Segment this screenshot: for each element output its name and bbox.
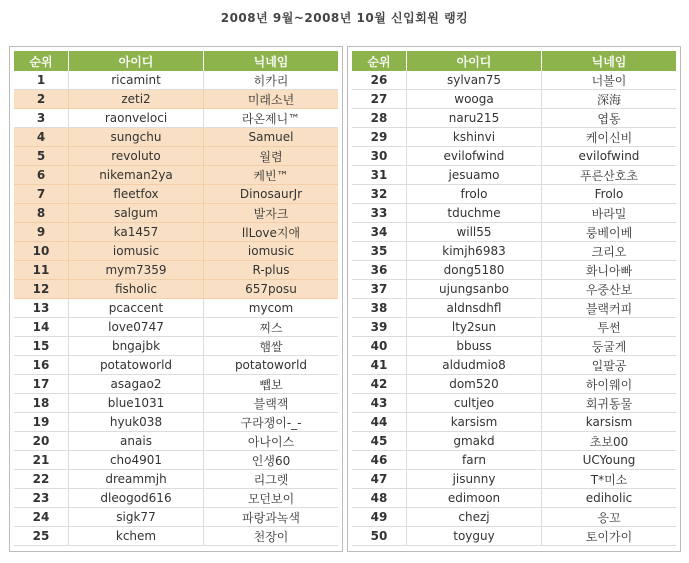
table-row xyxy=(352,261,676,280)
table-row xyxy=(14,451,338,470)
table-row xyxy=(14,394,338,413)
table-row xyxy=(352,394,676,413)
rank-cell: 45 xyxy=(352,432,407,451)
rank-cell: 2 xyxy=(14,90,69,109)
nickname-cell: 햄쌀 xyxy=(204,337,338,356)
nickname-cell: 뺍보 xyxy=(204,375,338,394)
rank-cell: 22 xyxy=(14,470,69,489)
nickname-cell: 월렴 xyxy=(204,147,338,166)
table-row xyxy=(352,242,676,261)
member-id-cell: lty2sun xyxy=(407,318,542,337)
member-id-cell: kimjh6983 xyxy=(407,242,542,261)
member-id-cell: nikeman2ya xyxy=(69,166,204,185)
nickname-cell: 둥굴게 xyxy=(542,337,676,356)
nickname-cell: 블랙잭 xyxy=(204,394,338,413)
rank-column-header: 순위 xyxy=(352,51,407,71)
table-row xyxy=(352,489,676,508)
member-id-cell: potatoworld xyxy=(69,356,204,375)
rank-cell: 5 xyxy=(14,147,69,166)
table-row xyxy=(352,451,676,470)
member-id-cell: farn xyxy=(407,451,542,470)
rank-cell: 39 xyxy=(352,318,407,337)
member-id-cell: fisholic xyxy=(69,280,204,299)
rank-cell: 49 xyxy=(352,508,407,527)
nickname-cell: 푸른산호초 xyxy=(542,166,676,185)
member-id-cell: karsism xyxy=(407,413,542,432)
member-id-cell: bbuss xyxy=(407,337,542,356)
table-row xyxy=(14,413,338,432)
table-row xyxy=(352,508,676,527)
nickname-cell: 모던보이 xyxy=(204,489,338,508)
nickname-cell: 深海 xyxy=(542,90,676,109)
member-id-cell: ricamint xyxy=(69,71,204,90)
rank-cell: 18 xyxy=(14,394,69,413)
member-id-cell: dong5180 xyxy=(407,261,542,280)
nickname-cell: 인생60 xyxy=(204,451,338,470)
nickname-cell: 토이가이 xyxy=(542,527,676,546)
table-row xyxy=(352,147,676,166)
nickname-cell: 히카리 xyxy=(204,71,338,90)
rank-column-header: 순위 xyxy=(14,51,69,71)
table-row xyxy=(14,242,338,261)
member-id-cell: naru215 xyxy=(407,109,542,128)
member-id-cell: mym7359 xyxy=(69,261,204,280)
nickname-cell: 발자크 xyxy=(204,204,338,223)
member-id-cell: aldnsdhfl xyxy=(407,299,542,318)
rank-cell: 4 xyxy=(14,128,69,147)
member-id-cell: dreammjh xyxy=(69,470,204,489)
rank-cell: 34 xyxy=(352,223,407,242)
nickname-cell: 엽동 xyxy=(542,109,676,128)
table-row xyxy=(352,185,676,204)
nickname-cell: llLove지애 xyxy=(204,223,338,242)
member-id-cell: cultjeo xyxy=(407,394,542,413)
member-id-cell: aldudmio8 xyxy=(407,356,542,375)
nickname-cell: 케이신비 xyxy=(542,128,676,147)
table-row xyxy=(14,166,338,185)
nickname-cell: 블랙커피 xyxy=(542,299,676,318)
table-row xyxy=(352,204,676,223)
ranking-rows-left xyxy=(14,71,338,546)
table-row xyxy=(14,356,338,375)
nickname-cell: 하이웨이 xyxy=(542,375,676,394)
rank-cell: 36 xyxy=(352,261,407,280)
table-row xyxy=(14,128,338,147)
nickname-cell: 룽베이베 xyxy=(542,223,676,242)
member-id-cell: wooga xyxy=(407,90,542,109)
rank-cell: 24 xyxy=(14,508,69,527)
table-row xyxy=(352,318,676,337)
member-id-cell: kshinvi xyxy=(407,128,542,147)
member-id-cell: jesuamo xyxy=(407,166,542,185)
member-id-cell: tduchme xyxy=(407,204,542,223)
rank-cell: 16 xyxy=(14,356,69,375)
rank-cell: 46 xyxy=(352,451,407,470)
table-row xyxy=(14,470,338,489)
nickname-cell: mycom xyxy=(204,299,338,318)
nickname-cell: 초보00 xyxy=(542,432,676,451)
nickname-cell: 화니아빠 xyxy=(542,261,676,280)
table-row xyxy=(352,337,676,356)
nickname-cell: 응꼬 xyxy=(542,508,676,527)
ranking-rows-right xyxy=(352,71,676,546)
nickname-cell: 미래소년 xyxy=(204,90,338,109)
nickname-column-header: 닉네임 xyxy=(542,51,676,71)
member-id-cell: sungchu xyxy=(69,128,204,147)
rank-cell: 15 xyxy=(14,337,69,356)
id-column-header: 아이디 xyxy=(69,51,204,71)
table-header-row xyxy=(352,51,676,71)
rank-cell: 47 xyxy=(352,470,407,489)
member-id-cell: hyuk038 xyxy=(69,413,204,432)
nickname-cell: 천장이 xyxy=(204,527,338,546)
rank-cell: 3 xyxy=(14,109,69,128)
member-id-cell: edimoon xyxy=(407,489,542,508)
ranking-panel-right xyxy=(347,46,681,552)
table-row xyxy=(14,508,338,527)
table-row xyxy=(352,109,676,128)
rank-cell: 38 xyxy=(352,299,407,318)
table-row xyxy=(14,261,338,280)
rank-cell: 19 xyxy=(14,413,69,432)
table-row xyxy=(352,90,676,109)
member-id-cell: sylvan75 xyxy=(407,71,542,90)
table-row xyxy=(14,204,338,223)
nickname-cell: Frolo xyxy=(542,185,676,204)
member-id-cell: cho4901 xyxy=(69,451,204,470)
nickname-cell: 찌스 xyxy=(204,318,338,337)
nickname-cell: Samuel xyxy=(204,128,338,147)
table-row xyxy=(14,299,338,318)
table-row xyxy=(14,337,338,356)
nickname-cell: 회귀동물 xyxy=(542,394,676,413)
member-id-cell: blue1031 xyxy=(69,394,204,413)
table-row xyxy=(352,166,676,185)
rank-cell: 9 xyxy=(14,223,69,242)
rank-cell: 28 xyxy=(352,109,407,128)
nickname-cell: 아나이스 xyxy=(204,432,338,451)
table-row xyxy=(352,280,676,299)
rank-cell: 35 xyxy=(352,242,407,261)
ranking-table-right xyxy=(352,51,676,546)
table-row xyxy=(14,489,338,508)
member-id-cell: salgum xyxy=(69,204,204,223)
member-id-cell: frolo xyxy=(407,185,542,204)
rank-cell: 11 xyxy=(14,261,69,280)
nickname-cell: T*미소 xyxy=(542,470,676,489)
member-id-cell: pcaccent xyxy=(69,299,204,318)
rank-cell: 48 xyxy=(352,489,407,508)
rank-cell: 43 xyxy=(352,394,407,413)
rank-cell: 7 xyxy=(14,185,69,204)
rank-cell: 8 xyxy=(14,204,69,223)
ranking-panel-left xyxy=(9,46,343,552)
rank-cell: 14 xyxy=(14,318,69,337)
member-id-cell: revoluto xyxy=(69,147,204,166)
table-row xyxy=(352,432,676,451)
nickname-cell: 우중산보 xyxy=(542,280,676,299)
rank-cell: 32 xyxy=(352,185,407,204)
table-row xyxy=(14,375,338,394)
nickname-cell: DinosaurJr xyxy=(204,185,338,204)
table-row xyxy=(352,71,676,90)
table-row xyxy=(14,90,338,109)
nickname-cell: 657posu xyxy=(204,280,338,299)
nickname-cell: 케빈™ xyxy=(204,166,338,185)
member-id-cell: sigk77 xyxy=(69,508,204,527)
table-row xyxy=(14,185,338,204)
rank-cell: 44 xyxy=(352,413,407,432)
rank-cell: 26 xyxy=(352,71,407,90)
rank-cell: 1 xyxy=(14,71,69,90)
table-row xyxy=(352,527,676,546)
rank-cell: 21 xyxy=(14,451,69,470)
nickname-cell: R-plus xyxy=(204,261,338,280)
rank-cell: 10 xyxy=(14,242,69,261)
nickname-cell: ediholic xyxy=(542,489,676,508)
rank-cell: 13 xyxy=(14,299,69,318)
member-id-cell: chezj xyxy=(407,508,542,527)
id-column-header: 아이디 xyxy=(407,51,542,71)
rank-cell: 25 xyxy=(14,527,69,546)
rank-cell: 6 xyxy=(14,166,69,185)
nickname-cell: 투썬 xyxy=(542,318,676,337)
member-id-cell: gmakd xyxy=(407,432,542,451)
member-id-cell: toyguy xyxy=(407,527,542,546)
rank-cell: 17 xyxy=(14,375,69,394)
table-row xyxy=(14,109,338,128)
member-id-cell: will55 xyxy=(407,223,542,242)
rank-cell: 29 xyxy=(352,128,407,147)
page-title: 2008년 9월~2008년 10월 신입회원 랭킹 xyxy=(220,11,469,25)
member-id-cell: zeti2 xyxy=(69,90,204,109)
ranking-table-left xyxy=(14,51,338,546)
member-id-cell: asagao2 xyxy=(69,375,204,394)
member-id-cell: iomusic xyxy=(69,242,204,261)
table-row xyxy=(14,147,338,166)
table-row xyxy=(352,413,676,432)
table-row xyxy=(352,299,676,318)
rank-cell: 41 xyxy=(352,356,407,375)
nickname-cell: 라온제니™ xyxy=(204,109,338,128)
nickname-cell: 파랑과녹색 xyxy=(204,508,338,527)
nickname-cell: 구라쟁이-_- xyxy=(204,413,338,432)
table-row xyxy=(14,71,338,90)
member-id-cell: dleogod616 xyxy=(69,489,204,508)
member-id-cell: ujungsanbo xyxy=(407,280,542,299)
nickname-cell: 일팔공 xyxy=(542,356,676,375)
member-id-cell: raonveloci xyxy=(69,109,204,128)
table-row xyxy=(352,375,676,394)
table-row xyxy=(14,527,338,546)
member-id-cell: bngajbk xyxy=(69,337,204,356)
rank-cell: 50 xyxy=(352,527,407,546)
member-id-cell: love0747 xyxy=(69,318,204,337)
table-row xyxy=(352,470,676,489)
rank-cell: 27 xyxy=(352,90,407,109)
table-row xyxy=(352,356,676,375)
member-id-cell: anais xyxy=(69,432,204,451)
nickname-cell: 크리오 xyxy=(542,242,676,261)
rank-cell: 30 xyxy=(352,147,407,166)
table-header-row xyxy=(14,51,338,71)
rank-cell: 31 xyxy=(352,166,407,185)
rank-cell: 42 xyxy=(352,375,407,394)
member-id-cell: evilofwind xyxy=(407,147,542,166)
rank-cell: 33 xyxy=(352,204,407,223)
nickname-cell: evilofwind xyxy=(542,147,676,166)
nickname-cell: UCYoung xyxy=(542,451,676,470)
member-id-cell: ka1457 xyxy=(69,223,204,242)
table-row xyxy=(14,223,338,242)
rank-cell: 23 xyxy=(14,489,69,508)
table-row xyxy=(14,432,338,451)
rank-cell: 40 xyxy=(352,337,407,356)
rank-cell: 12 xyxy=(14,280,69,299)
nickname-cell: potatoworld xyxy=(204,356,338,375)
nickname-cell: 바라밀 xyxy=(542,204,676,223)
rank-cell: 37 xyxy=(352,280,407,299)
nickname-cell: 너볼이 xyxy=(542,71,676,90)
table-row xyxy=(14,280,338,299)
table-row xyxy=(14,318,338,337)
table-row xyxy=(352,223,676,242)
nickname-cell: karsism xyxy=(542,413,676,432)
table-row xyxy=(352,128,676,147)
nickname-cell: iomusic xyxy=(204,242,338,261)
member-id-cell: jisunny xyxy=(407,470,542,489)
rank-cell: 20 xyxy=(14,432,69,451)
member-id-cell: fleetfox xyxy=(69,185,204,204)
member-id-cell: dom520 xyxy=(407,375,542,394)
nickname-column-header: 닉네임 xyxy=(204,51,338,71)
nickname-cell: 리그렛 xyxy=(204,470,338,489)
member-id-cell: kchem xyxy=(69,527,204,546)
